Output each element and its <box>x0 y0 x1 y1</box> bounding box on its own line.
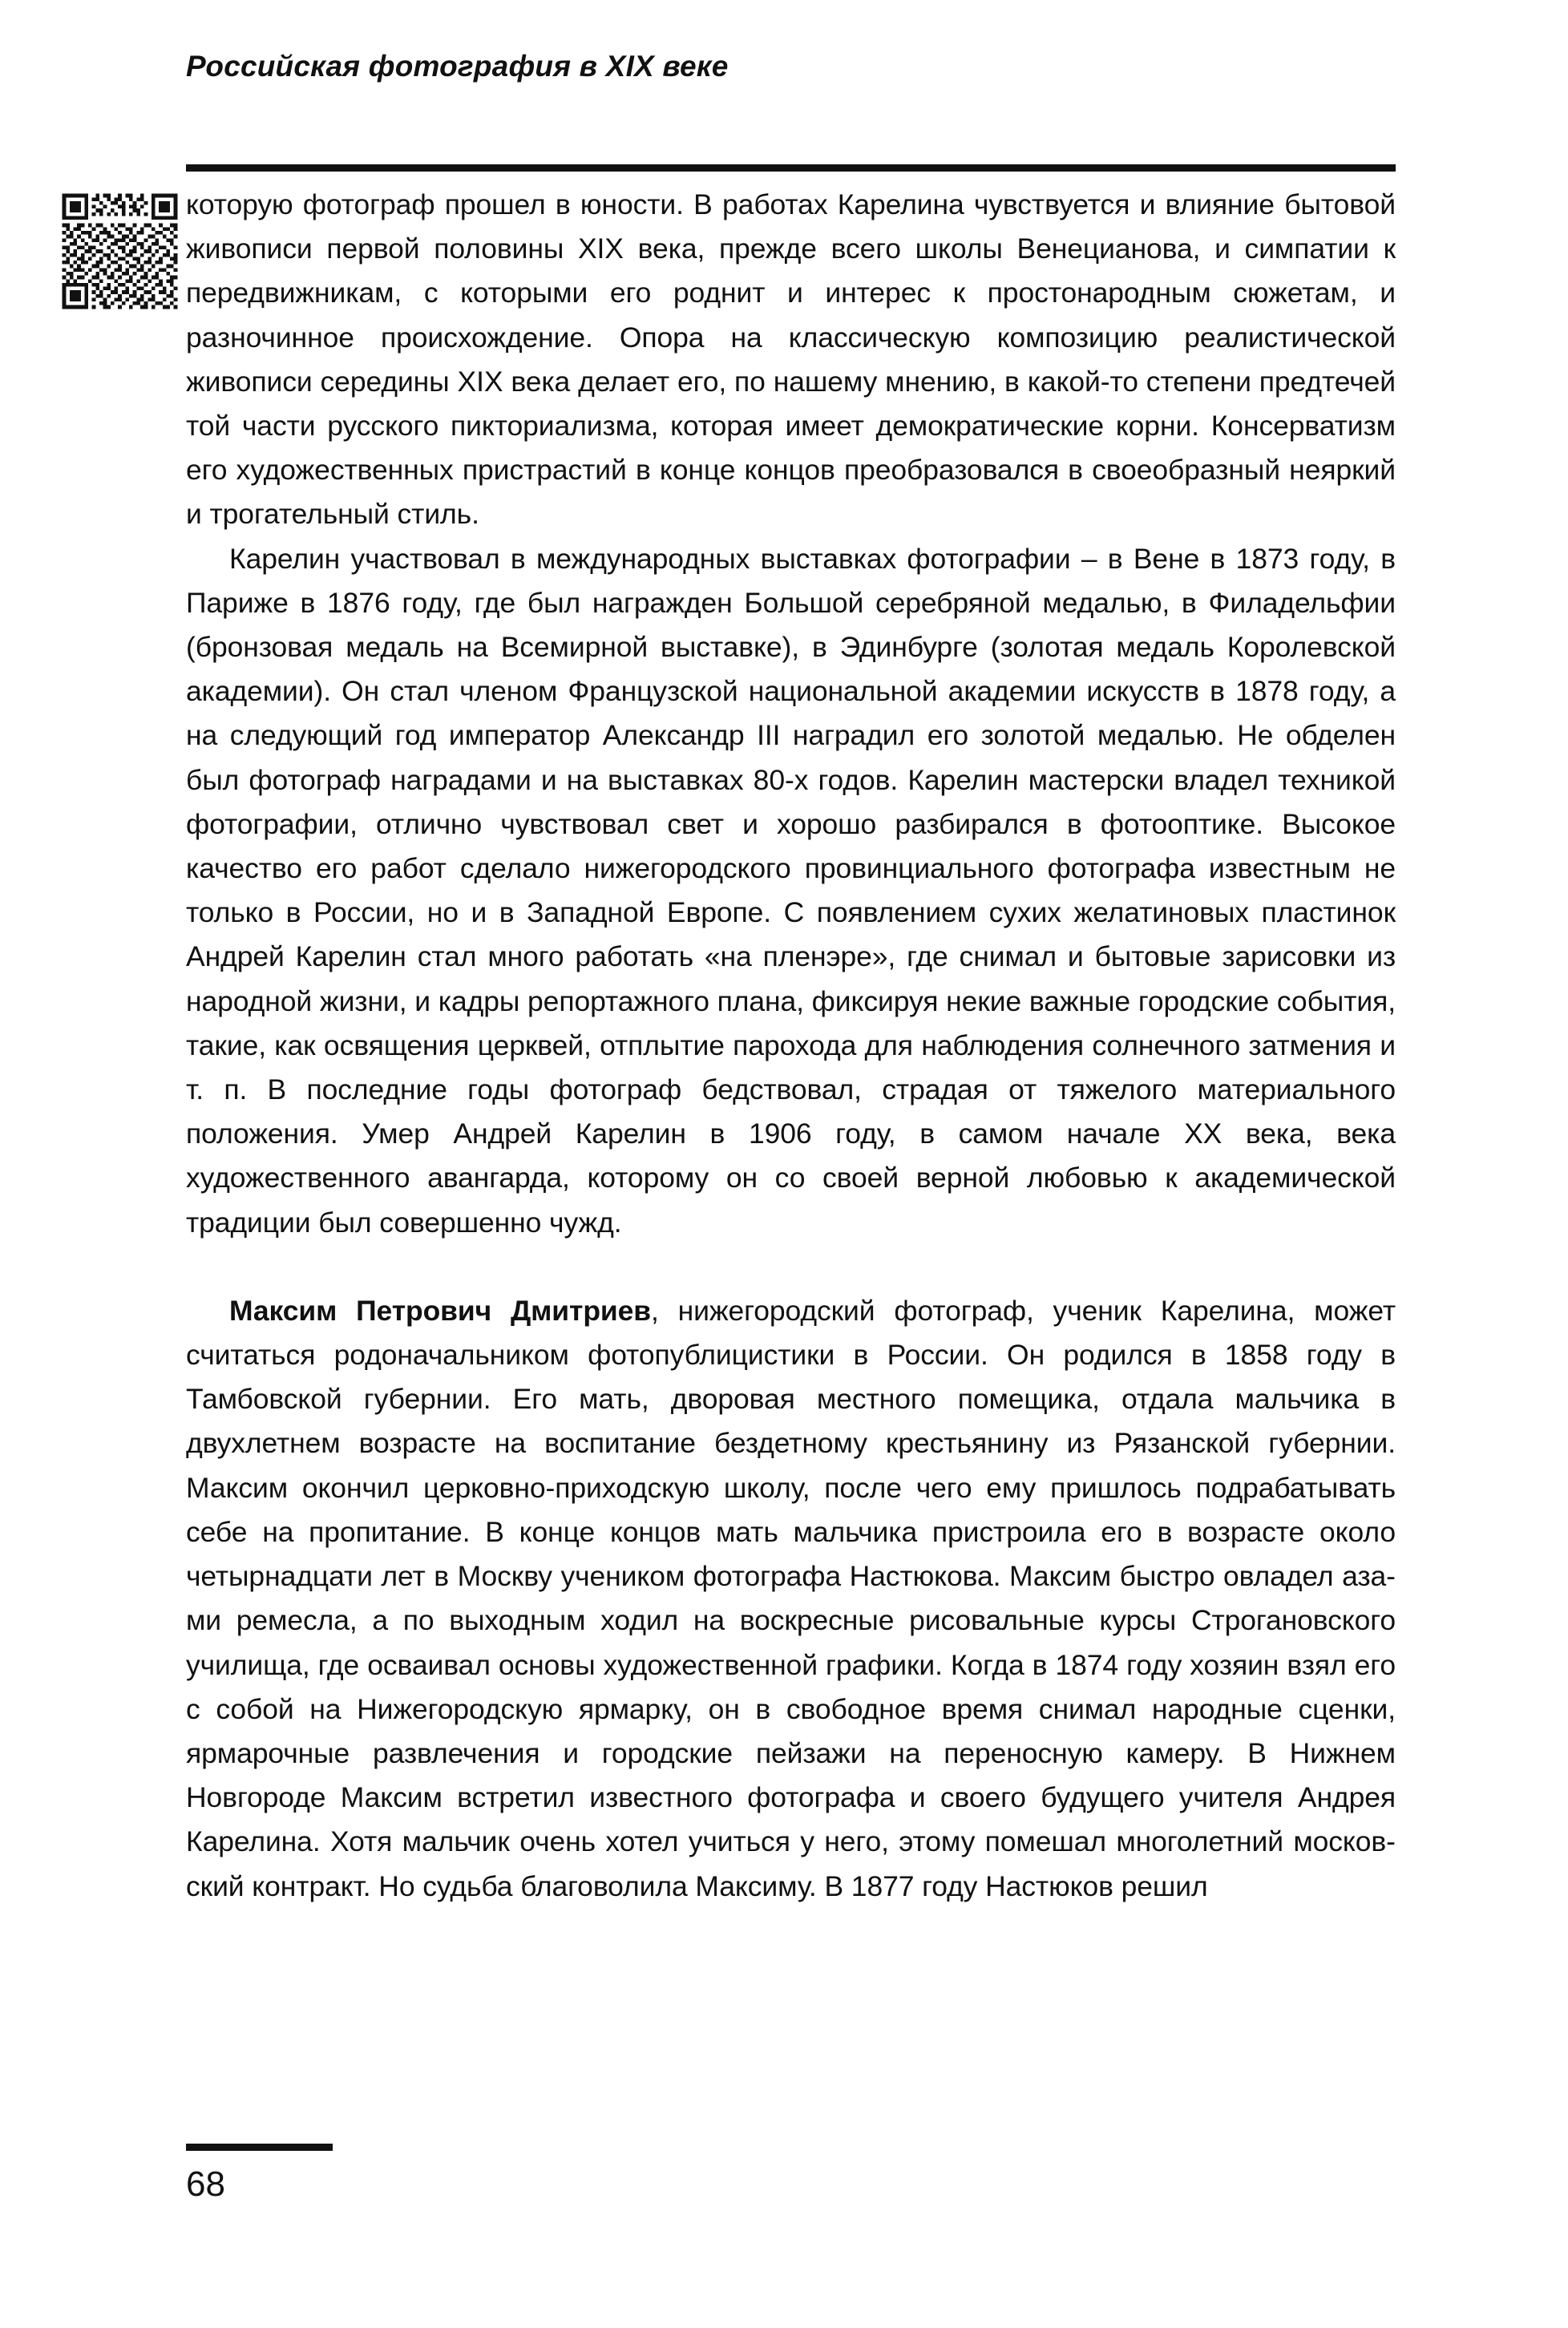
footer-rule <box>186 2144 333 2151</box>
running-head-title: Российская фотография в XIX веке <box>186 50 729 83</box>
paragraph-karelin-exhibitions: Карелин участвовал в международных выставках фотографии – в Вене в 1873 году, в Париже в 1876 году, где был награжден Большой серебряной медалью, в Филадельфии (бронзовая медаль на Всемирной выставке), в Эдинбурге (золотая медаль Королевской академии). Он стал членом Французской национальной академии искусств в 1878 году, а на следующий год император Александр III наградил его золотой медалью. Не обделен был фотограф наградами и на выставках 80-х годов. Карелин мастерски владел техникой фотографии, отлично чувствовал свет и хорошо разбирался в фотооптике. Высокое качество его работ сделало нижегородского провинциального фотографа известным не только в России, но и в Западной Европе. С появлением сухих желатиновых пластинок Андрей Карелин стал много работать «на пленэре», где снимал и бытовые зарисовки из народной жизни, и кадры репортажного плана, фиксируя некие важные городские события, такие, как освящения церквей, отплытие парохода для наблюдения солнечного затмения и т. п. В последние годы фотограф бедствовал, страдая от тяжелого материального положения. Умер Андрей Карелин в 1906 году, в самом начале XX века, века художественного авангарда, которому он со своей верной любовью к академической традиции был совершенно чужд. <box>186 542 1396 1239</box>
paragraph-karelin-influences: которую фотограф прошел в юности. В работах Карелина чувствуется и влияние бытовой живописи первой половины XIX века, прежде всего школы Венецианова, и симпатии к передвижникам, с которыми его роднит и интерес к простонародным сюжетам, и разночинное происхождение. Опора на классическую композицию реалистической живописи середины XIX века делает его, по нашему мнению, в какой-то степени предтечей той части русского пикториализма, которая имеет демократические корни. Консерватизм его художественных пристрастий в конце концов преобразовался в своеобразный неяркий и трогательный стиль. <box>186 188 1396 531</box>
paragraph-dmitriev <box>186 1289 1396 1909</box>
header-rule <box>186 164 1396 172</box>
text-column <box>186 183 1396 1909</box>
running-head <box>186 50 1395 83</box>
lead-in-name: Максим Петрович Дмитриев <box>229 1294 651 1327</box>
qr-code[interactable] <box>59 190 181 313</box>
paragraph-dmitriev-body: , нижегородский фотограф, ученик Карелина, может считаться родоначальником фотопублицистики в России. Он родился в 1858 году в Тамбовской губернии. Его мать, дворовая местного помещика, отдала мальчика в двухлетнем возрасте на воспитание бездетному крестьянину из Рязанской губернии. Максим окончил церковно-приходскую школу, после чего ему пришлось подрабатывать себе на пропитание. В конце концов мать мальчика пристроила его в возрасте около четырнадцати лет в Москву учеником фотографа Настюкова. Максим быстро овладел азами ремесла, а по выходным ходил на воскресные рисовальные курсы Строгановского училища, где осваивал основы художественной графики. Когда в 1874 году хозяин взял его с собой на Нижегородскую ярмарку, он в свободное время снимал народные сценки, ярмарочные развлечения и городские пейзажи на переносную камеру. В Нижнем Новгороде Максим встретил известного фотографа и своего будущего учителя Андрея Карелина. Хотя мальчик очень хотел учиться у него, этому помешал многолетний московский контракт. Но судьба благоволила Максиму. В 1877 году Настюков решил <box>186 1294 1396 1902</box>
page-number: 68 <box>186 2164 225 2204</box>
